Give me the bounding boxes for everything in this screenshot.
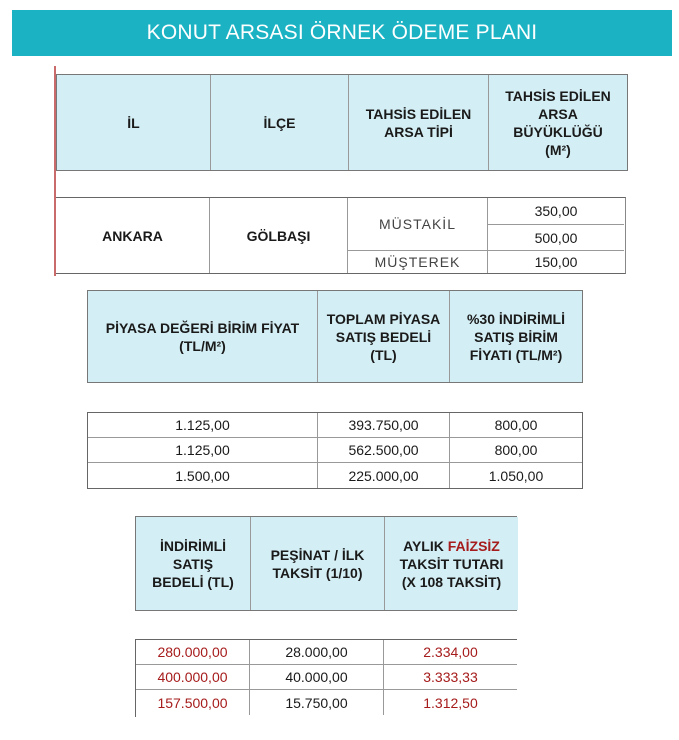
header-arsa-tipi-label: TAHSİS EDİLEN ARSA TİPİ xyxy=(365,105,472,140)
header-pesinat xyxy=(251,517,385,610)
table-cell: 225.000,00 xyxy=(318,463,450,488)
arsa-tipi-musterek: MÜŞTEREK xyxy=(348,251,488,273)
table-cell: 1.312,50 xyxy=(423,694,478,711)
table-cell: 2.334,00 xyxy=(423,644,478,660)
table-cell: 15.750,00 xyxy=(250,690,384,715)
table-cell: 1.125,00 xyxy=(88,438,318,462)
table-row xyxy=(136,640,517,665)
table-cell: 800,00 xyxy=(494,417,538,433)
table-cell: 562.500,00 xyxy=(318,438,450,462)
table-cell: 157.500,00 xyxy=(136,690,250,715)
header-aylik-taksit-label: AYLIK FAİZSİZ TAKSİT TUTARI (X 108 TAKSİT) xyxy=(399,537,504,590)
header-aylik-taksit xyxy=(385,517,518,610)
table-cell: 400.000,00 xyxy=(136,665,250,689)
size-cell: 150,00 xyxy=(534,254,578,270)
table-cell: 3.333,33 xyxy=(423,669,478,685)
ilce-value: GÖLBAŞI xyxy=(210,198,348,273)
header-ilce-label: İLÇE xyxy=(263,114,296,131)
table-cell: 28.000,00 xyxy=(250,640,384,664)
header-piyasa-birim-label: PİYASA DEĞERİ BİRİM FİYAT (TL/M²) xyxy=(105,319,300,354)
table-cell: 1.500,00 xyxy=(88,463,318,488)
table1-body xyxy=(56,197,626,274)
table1-header xyxy=(56,74,628,171)
header-indirimli-bedel-label: İNDİRİMLİ SATIŞ BEDELİ (TL) xyxy=(152,537,234,590)
faizsiz-highlight: FAİZSİZ xyxy=(447,537,500,554)
table-row xyxy=(88,438,582,463)
table-cell: 1.125,00 xyxy=(88,413,318,437)
table-row xyxy=(136,665,517,690)
header-il xyxy=(57,75,211,170)
table3-body xyxy=(135,639,517,717)
table-cell: 393.750,00 xyxy=(318,413,450,437)
table-cell: 1.050,00 xyxy=(488,467,544,484)
header-indirimli-birim xyxy=(450,291,582,382)
header-indirimli-bedel xyxy=(136,517,251,610)
il-value: ANKARA xyxy=(56,198,210,273)
page-title: KONUT ARSASI ÖRNEK ÖDEME PLANI xyxy=(12,10,672,56)
table-row xyxy=(88,413,582,438)
table3-header xyxy=(135,516,517,611)
header-indirimli-birim-label: %30 İNDİRİMLİ SATIŞ BİRİM FİYATI (TL/M²) xyxy=(466,310,565,363)
header-ilce xyxy=(211,75,349,170)
table-cell: 800,00 xyxy=(494,442,538,458)
table-cell: 40.000,00 xyxy=(250,665,384,689)
header-arsa-tipi xyxy=(349,75,489,170)
table-cell: 280.000,00 xyxy=(136,640,250,664)
table2-header xyxy=(87,290,583,383)
table-row xyxy=(88,463,582,488)
header-arsa-buyuklugu-label: TAHSİS EDİLEN ARSA BÜYÜKLÜĞÜ (M²) xyxy=(505,87,611,158)
header-il-label: İL xyxy=(127,114,140,131)
header-pesinat-label: PEŞİNAT / İLK TAKSİT (1/10) xyxy=(270,546,365,581)
size-cell: 350,00 xyxy=(488,198,624,225)
table-row xyxy=(136,690,517,715)
header-toplam-piyasa xyxy=(318,291,450,382)
table2-body xyxy=(87,412,583,489)
arsa-tipi-mustakil: MÜSTAKİL xyxy=(348,198,488,251)
header-arsa-buyuklugu xyxy=(489,75,627,170)
header-piyasa-birim xyxy=(88,291,318,382)
size-cell: 500,00 xyxy=(488,225,624,251)
header-toplam-piyasa-label: TOPLAM PİYASA SATIŞ BEDELİ (TL) xyxy=(326,310,441,363)
